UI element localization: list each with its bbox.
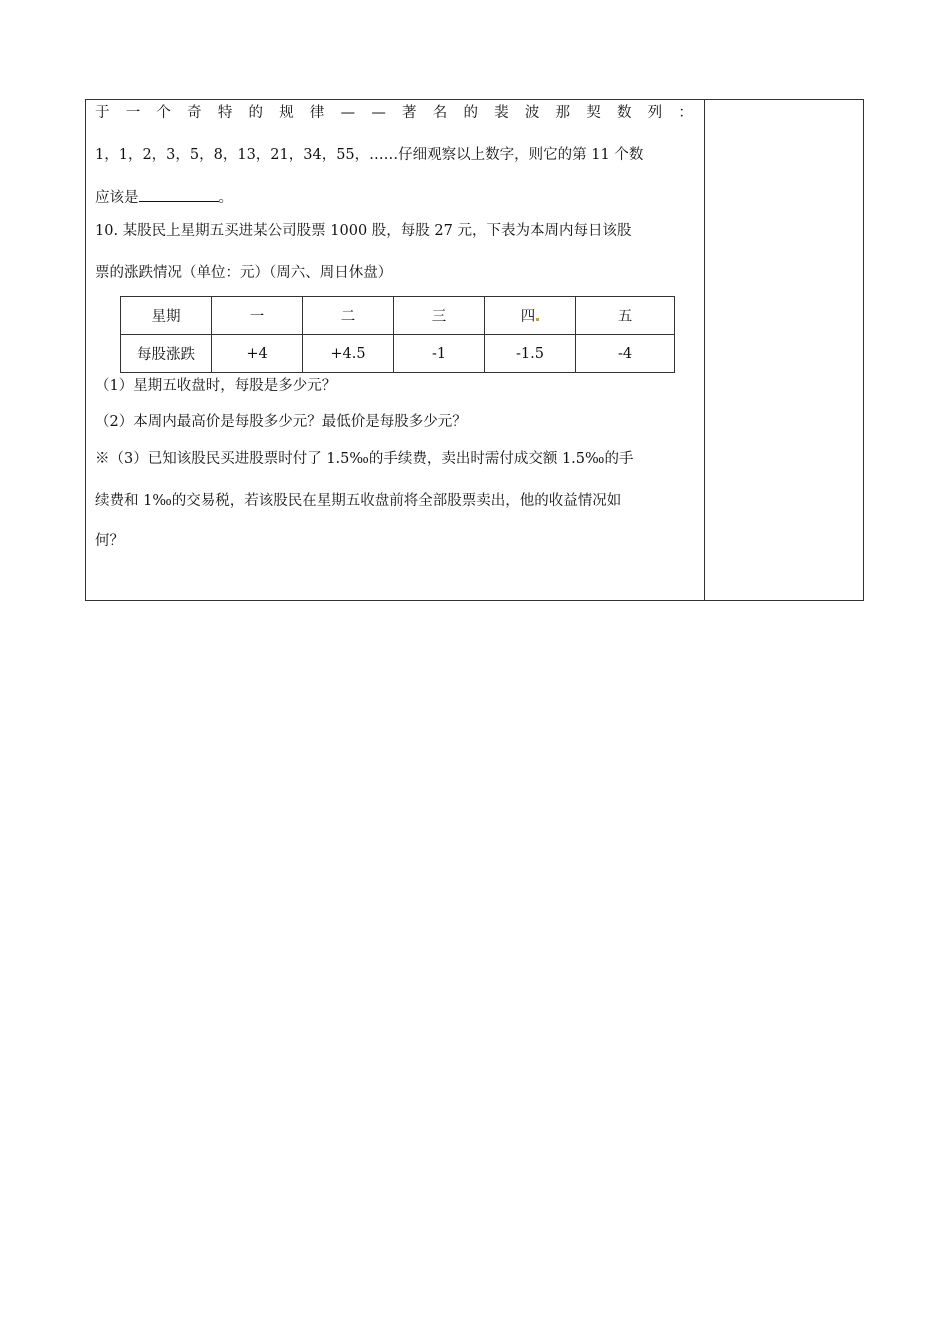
- question-10-line-2: 票的涨跌情况（单位：元）（周六、周日休盘）: [95, 265, 393, 281]
- intro-char: 奇: [187, 105, 202, 121]
- answer-prompt: 应该是: [95, 190, 139, 206]
- intro-char: 数: [616, 105, 632, 121]
- intro-char: 特: [217, 105, 233, 121]
- intro-char: 波: [524, 105, 540, 121]
- intro-char: —: [340, 105, 356, 121]
- answer-blank: [139, 188, 219, 202]
- worksheet-table-frame: [85, 99, 864, 601]
- table-cell-change: -1: [394, 335, 485, 373]
- table-cell-day-text: 四: [520, 309, 536, 325]
- intro-char: 的: [463, 105, 478, 121]
- fibonacci-sequence-line: 1，1，2，3，5，8，13，21，34，55，……仔细观察以上数字，则它的第 11 个数: [95, 147, 644, 163]
- intro-char: 契: [586, 105, 601, 121]
- intro-char: 于: [95, 105, 110, 121]
- intro-char: 规: [279, 105, 294, 121]
- table-header-weekday: 星期: [121, 297, 212, 335]
- column-divider: [704, 100, 705, 600]
- sub-question-3-line-1: ※（3）已知该股民买进股票时付了 1.5‰的手续费，卖出时需付成交额 1.5‰的手: [95, 451, 634, 467]
- sub-question-3-line-3: 何？: [95, 533, 124, 549]
- fibonacci-intro-line: [95, 104, 693, 122]
- question-column: [86, 100, 704, 600]
- table-row-weekday: [121, 297, 675, 335]
- table-cell-change: +4: [212, 335, 303, 373]
- intro-char: 那: [555, 105, 571, 121]
- table-cell-change: -1.5: [485, 335, 576, 373]
- intro-char: 的: [248, 105, 264, 121]
- sub-question-2: （2）本周内最高价是每股多少元？最低价是每股多少元？: [95, 414, 467, 430]
- sub-question-3-line-2: 续费和 1‰的交易税，若该股民在星期五收盘前将全部股票卖出，他的收益情况如: [95, 493, 622, 509]
- intro-char: 裴: [494, 105, 509, 121]
- table-cell-change: -4: [576, 335, 675, 373]
- intro-char: ：: [678, 105, 693, 121]
- question-10-line-1: 10. 某股民上星期五买进某公司股票 1000 股，每股 27 元，下表为本周内每日该股: [95, 223, 632, 239]
- intro-char: 列: [647, 105, 663, 121]
- intro-char: 著: [402, 105, 417, 121]
- table-cell-day: 三: [394, 297, 485, 335]
- table-cell-day: 一: [212, 297, 303, 335]
- answer-end-mark: 。: [218, 190, 233, 206]
- table-cell-day: 二: [303, 297, 394, 335]
- table-cell-day-thursday: [485, 297, 576, 335]
- intro-char: 律: [309, 105, 325, 121]
- intro-char: 一: [125, 105, 141, 121]
- fibonacci-answer-line: [95, 188, 233, 207]
- intro-char: 名: [432, 105, 448, 121]
- orange-dot-mark: [536, 318, 539, 321]
- table-row-change: [121, 335, 675, 373]
- intro-char: —: [371, 105, 386, 121]
- table-header-change: 每股涨跌: [121, 335, 212, 373]
- table-cell-day: 五: [576, 297, 675, 335]
- stock-change-table: [120, 296, 675, 373]
- intro-char: 个: [156, 105, 171, 121]
- table-cell-change: +4.5: [303, 335, 394, 373]
- sub-question-1: （1）星期五收盘时，每股是多少元？: [95, 378, 337, 394]
